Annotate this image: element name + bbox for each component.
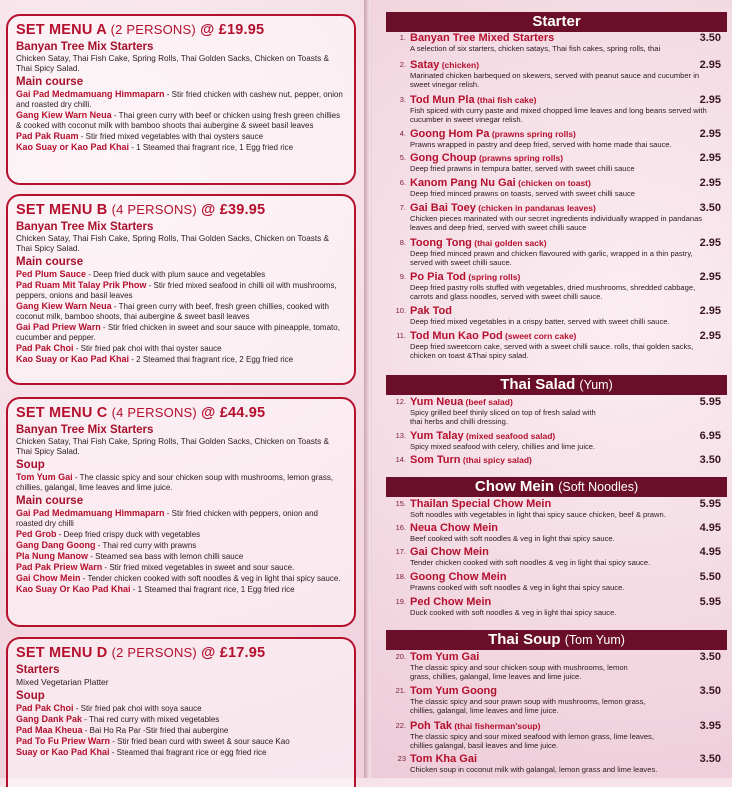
menu-item — [386, 202, 727, 236]
item-name: Kanom Pang Nu Gai (chicken on toast) — [410, 177, 591, 189]
item-price: 4.95 — [699, 522, 721, 534]
item-description: Prawns wrapped in pastry and deep fried, served with home made thai sauce. — [410, 140, 672, 149]
menu-item: Gang Dank Pak - Thai red curry with mixed vegetables — [16, 714, 220, 724]
menu-item: Gang Kiew Warn Neua - Thai green curry with beef, fresh green chillies, cooked with coconut milk, bamboo shoots, thai aubergine & sweet basil leaves — [16, 301, 329, 321]
item-number: 11. — [396, 331, 406, 340]
item-name: Satay (chicken) — [410, 59, 480, 71]
item-price: 3.50 — [699, 202, 721, 214]
item-number: 20. — [395, 652, 406, 661]
item-name: Yum Talay (mixed seafood salad) — [410, 430, 556, 442]
menu-item: Gai Pad Medmamuang Himmaparn - Stir fried chicken with cashew nut, pepper, onion and roasted dry chilli. — [16, 89, 343, 109]
menu-item — [386, 685, 727, 719]
item-number: 6. — [399, 178, 406, 187]
item-price: 5.95 — [699, 396, 721, 408]
item-number: 19. — [395, 597, 406, 606]
item-price: 5.95 — [699, 596, 721, 608]
item-description: Duck cooked with soft noodles & veg in light thai spicy sauce. — [410, 608, 617, 617]
item-description: Soft noodles with vegetables in light thai spicy sauce chicken, beef & prawn. — [410, 510, 666, 519]
item-price: 2.95 — [699, 94, 721, 106]
item-name: Banyan Tree Mixed Starters — [410, 32, 555, 44]
item-price: 2.95 — [699, 330, 721, 342]
item-number: 14. — [395, 455, 406, 464]
main-course-heading: Main course — [16, 76, 84, 88]
item-number: 10. — [395, 306, 406, 315]
item-number: 1. — [399, 33, 406, 42]
menu-item — [386, 330, 727, 364]
item-price: 2.95 — [699, 237, 721, 249]
menu-item — [386, 454, 727, 468]
menu-item: Pad Pak Priew Warn - Stir fried mixed vegetables in sweet and sour sauce. — [16, 562, 295, 572]
menu-item: Pad Pak Choi - Stir fried pak choi with thai oyster sauce — [16, 343, 222, 353]
menu-item — [386, 546, 727, 570]
set-menu-title: SET MENU B (4 PERSONS) @ £39.95 — [16, 202, 266, 218]
item-number: 22. — [395, 721, 406, 730]
menu-item — [386, 32, 727, 58]
item-description: Fish spiced with curry paste and mixed chopped lime leaves and long beans served with cucumber in sweet vinegar relish. — [410, 106, 707, 124]
item-price: 3.95 — [699, 720, 721, 732]
item-name: Tod Mun Pla (thai fish cake) — [410, 94, 537, 106]
item-number: 23 — [397, 754, 406, 763]
set-menu-title: SET MENU A (2 PERSONS) @ £19.95 — [16, 22, 265, 38]
starters-desc: Mixed Vegetarian Platter — [16, 677, 109, 687]
menu-item — [386, 651, 727, 685]
menu-item — [386, 571, 727, 595]
item-name: Som Turn (thai spicy salad) — [410, 454, 532, 466]
item-price: 3.50 — [699, 454, 721, 466]
item-description: Deep fried minced prawn and chicken flavoured with garlic, wrapped in a thin pastry, served with sweet chilli sauce. — [410, 249, 693, 267]
item-description: Deep fried minced prawns on toasts, served with sweet chilli sauce — [410, 189, 635, 198]
menu-item — [386, 720, 727, 754]
item-number: 7. — [399, 203, 406, 212]
main-course-heading: Main course — [16, 495, 84, 507]
starters-desc: Chicken Satay, Thai Fish Cake, Spring Rolls, Thai Golden Sacks, Chicken on Toasts & Thai Spicy Salad. — [16, 234, 329, 253]
item-description: Deep fried mixed vegetables in a crispy batter, served with sweet chilli sauce. — [410, 317, 670, 326]
section-header-starter: Starter — [386, 12, 727, 32]
item-name: Yum Neua (beef salad) — [410, 396, 513, 408]
set-menu-d — [6, 637, 356, 787]
item-name: Tom Kha Gai — [410, 753, 478, 765]
menu-item: Pad Pak Choi - Stir fried pak choi with soya sauce — [16, 703, 202, 713]
item-number: 16. — [395, 523, 406, 532]
item-number: 5. — [399, 153, 406, 162]
menu-item — [386, 522, 727, 546]
starters-desc: Chicken Satay, Thai Fish Cake, Spring Rolls, Thai Golden Sacks, Chicken on Toasts & Thai Spicy Salad. — [16, 54, 329, 73]
starters-desc: Chicken Satay, Thai Fish Cake, Spring Rolls, Thai Golden Sacks, Chicken on Toasts & Thai Spicy Salad. — [16, 437, 329, 456]
menu-item — [386, 498, 727, 522]
item-description: Prawns cooked with soft noodles & veg in light thai spicy sauce. — [410, 583, 625, 592]
item-description: A selection of six starters, chicken satays, Thai fish cakes, spring rolls, thai — [410, 44, 661, 53]
menu-item: Kao Suay or Kao Pad Khai - 1 Steamed thai fragrant rice, 1 Egg fried rice — [16, 142, 294, 152]
item-description: Spicy mixed seafood with celery, chillies and lime juice. — [410, 442, 596, 451]
item-price: 2.95 — [699, 305, 721, 317]
menu-item: Suay or Kao Pad Khai - Steamed thai fragrant rice or egg fried rice — [16, 747, 267, 757]
starters-heading: Banyan Tree Mix Starters — [16, 424, 154, 436]
item-name: Gong Choup (prawns spring rolls) — [410, 152, 564, 164]
item-description: The classic spicy and sour mixed seafood with lemon grass, lime leaves, chillies galangal, basil leaves and lime juice. — [410, 732, 654, 750]
menu-item — [386, 753, 727, 777]
menu-item: Gai Pad Medmamuang Himmaparn - Stir fried chicken with peppers, onion and roasted dry chilli — [16, 508, 318, 528]
menu-item — [386, 596, 727, 620]
item-name: Goong Hom Pa (prawns spring rolls) — [410, 128, 576, 140]
item-description: Marinated chicken barbequed on skewers, served with peanut sauce and cucumber in sweet vinegar relish. — [410, 71, 700, 89]
menu-item — [386, 305, 727, 329]
menu-item: Pla Nung Manow - Steamed sea bass with lemon chilli sauce — [16, 551, 244, 561]
item-price: 3.50 — [699, 753, 721, 765]
item-price: 2.95 — [699, 152, 721, 164]
item-description: The classic spicy and sour prawn soup with mushrooms, lemon grass, chillies, galangal, lime leaves and lime juice. — [410, 697, 646, 715]
menu-item: Ped Plum Sauce - Deep fried duck with plum sauce and vegetables — [16, 269, 266, 279]
item-description: Deep fried sweetcorn cake, served with a sweet chilli sauce. rolls, thai golden sacks, chicken on toast &Thai spicy salad. — [410, 342, 694, 360]
item-number: 21. — [395, 686, 406, 695]
item-description: Deep fried prawns in tempura batter, served with sweet chilli sauce — [410, 164, 635, 173]
item-price: 3.50 — [699, 32, 721, 44]
menu-item: Gang Kiew Warn Neua - Thai green curry with beef or chicken using fresh green chillies & cooked with coconut milk with bamboo shoots thai aubergine & sweet basil leaves — [16, 110, 341, 130]
set-menu-title: SET MENU D (2 PERSONS) @ £17.95 — [16, 645, 266, 661]
item-name: Thailan Special Chow Mein — [410, 498, 552, 510]
item-name: Po Pia Tod (spring rolls) — [410, 271, 521, 283]
item-number: 17. — [395, 547, 406, 556]
menu-item — [386, 152, 727, 176]
menu-item: Kao Suay or Kao Pad Khai - 2 Steamed thai fragrant rice, 2 Egg fried rice — [16, 354, 294, 364]
set-menu-b — [6, 194, 356, 385]
item-description: Spicy grilled beef thinly sliced on top of fresh salad with thai herbs and chilli dressing. — [410, 408, 596, 426]
item-name: Gai Bai Toey (chicken in pandanas leaves) — [410, 202, 596, 214]
menu-item: Gai Chow Mein - Tender chicken cooked with soft noodles & veg in light thai spicy sauce. — [16, 573, 341, 583]
item-number: 2. — [399, 60, 406, 69]
item-description: Chicken soup in coconut milk with galangal, lemon grass and lime leaves. — [410, 765, 658, 774]
item-name: Tom Yum Goong — [410, 685, 497, 697]
item-number: 4. — [399, 129, 406, 138]
item-number: 9. — [399, 272, 406, 281]
item-name: Ped Chow Mein — [410, 596, 492, 608]
item-price: 2.95 — [699, 177, 721, 189]
item-price: 5.50 — [699, 571, 721, 583]
menu-item — [386, 430, 727, 454]
menu-item: Pad Maa Kheua - Bai Ho Ra Par -Stir fried thai aubergine — [16, 725, 229, 735]
set-menu-title: SET MENU C (4 PERSONS) @ £44.95 — [16, 405, 266, 421]
item-price: 2.95 — [699, 271, 721, 283]
item-name: Tom Yum Gai — [410, 651, 480, 663]
menu-item: Pad Ruam Mit Talay Prik Phow - Stir fried mixed seafood in chilli oil with mushrooms, peppers, onions and basil leaves — [16, 280, 337, 300]
item-number: 13. — [395, 431, 406, 440]
menu-item: Pad To Fu Priew Warn - Stir fried bean curd with sweet & sour sauce Kao — [16, 736, 290, 746]
item-name: Toong Tong (thai golden sack) — [410, 237, 547, 249]
item-price: 2.95 — [699, 128, 721, 140]
item-description: Tender chicken cooked with soft noodles & veg in light thai spicy sauce. — [410, 558, 651, 567]
menu-item — [386, 237, 727, 271]
set-menu-c — [6, 397, 356, 627]
item-name: Pak Tod — [410, 305, 452, 317]
menu-item — [386, 59, 727, 93]
item-price: 2.95 — [699, 59, 721, 71]
set-menu-a — [6, 14, 356, 185]
menu-item — [386, 94, 727, 128]
item-name: Neua Chow Mein — [410, 522, 499, 534]
item-number: 18. — [395, 572, 406, 581]
item-name: Goong Chow Mein — [410, 571, 507, 583]
item-price: 5.95 — [699, 498, 721, 510]
menu-item: Gang Dang Goong - Thai red curry with prawns — [16, 540, 197, 550]
item-price: 3.50 — [699, 651, 721, 663]
item-description: Chicken pieces marinated with our secret ingredients individually wrapped in pandanas leaves and deep fried, served with sweet chilli sauce — [410, 214, 703, 232]
item-description: Deep fried pastry rolls stuffed with vegetables, dried mushrooms, shredded cabbage, carrots and glass noodles, served with sweet chilli sauce. — [410, 283, 696, 301]
item-name: Poh Tak (thai fisherman'soup) — [410, 720, 541, 732]
soup-heading: Soup — [16, 690, 45, 702]
soup-heading: Soup — [16, 459, 45, 471]
section-header-thai-soup: Thai Soup (Tom Yum) — [386, 630, 727, 650]
main-course-heading: Main course — [16, 256, 84, 268]
menu-item — [386, 396, 727, 430]
starters-heading: Banyan Tree Mix Starters — [16, 221, 154, 233]
menu-item — [386, 177, 727, 201]
section-header-thai-salad: Thai Salad (Yum) — [386, 375, 727, 395]
menu-item: Ped Grob - Deep fried crispy duck with vegetables — [16, 529, 201, 539]
menu-item: Gai Pad Priew Warn - Stir fried chicken in sweet and sour sauce with pineapple, tomato, cucumber and pepper. — [16, 322, 340, 342]
menu-item: Tom Yum Gai - The classic spicy and sour chicken soup with mushrooms, lemon grass, chillies, galangal, lime leaves and lime juice. — [16, 472, 334, 492]
item-name: Gai Chow Mein — [410, 546, 489, 558]
starters-heading: Banyan Tree Mix Starters — [16, 41, 154, 53]
item-number: 15. — [395, 499, 406, 508]
item-description: The classic spicy and sour chicken soup with mushrooms, lemon grass, chillies, galangal, lime leaves and lime juice. — [410, 663, 628, 681]
item-price: 4.95 — [699, 546, 721, 558]
item-description: Beef cooked with soft noodles & veg in light thai spicy sauce. — [410, 534, 615, 543]
item-number: 12. — [395, 397, 406, 406]
item-price: 3.50 — [699, 685, 721, 697]
section-header-chow-mein: Chow Mein (Soft Noodles) — [386, 477, 727, 497]
item-name: Tod Mun Kao Pod (sweet corn cake) — [410, 330, 577, 342]
menu-item — [386, 271, 727, 305]
menu-item — [386, 128, 727, 152]
starters-heading: Starters — [16, 664, 60, 676]
item-price: 6.95 — [699, 430, 721, 442]
item-number: 3. — [399, 95, 406, 104]
menu-item: Pad Pak Ruam - Stir fried mixed vegetables with thai oysters sauce — [16, 131, 264, 141]
menu-item: Kao Suay Or Kao Pad Khai - 1 Steamed thai fragrant rice, 1 Egg fried rice — [16, 584, 295, 594]
item-number: 8. — [399, 238, 406, 247]
